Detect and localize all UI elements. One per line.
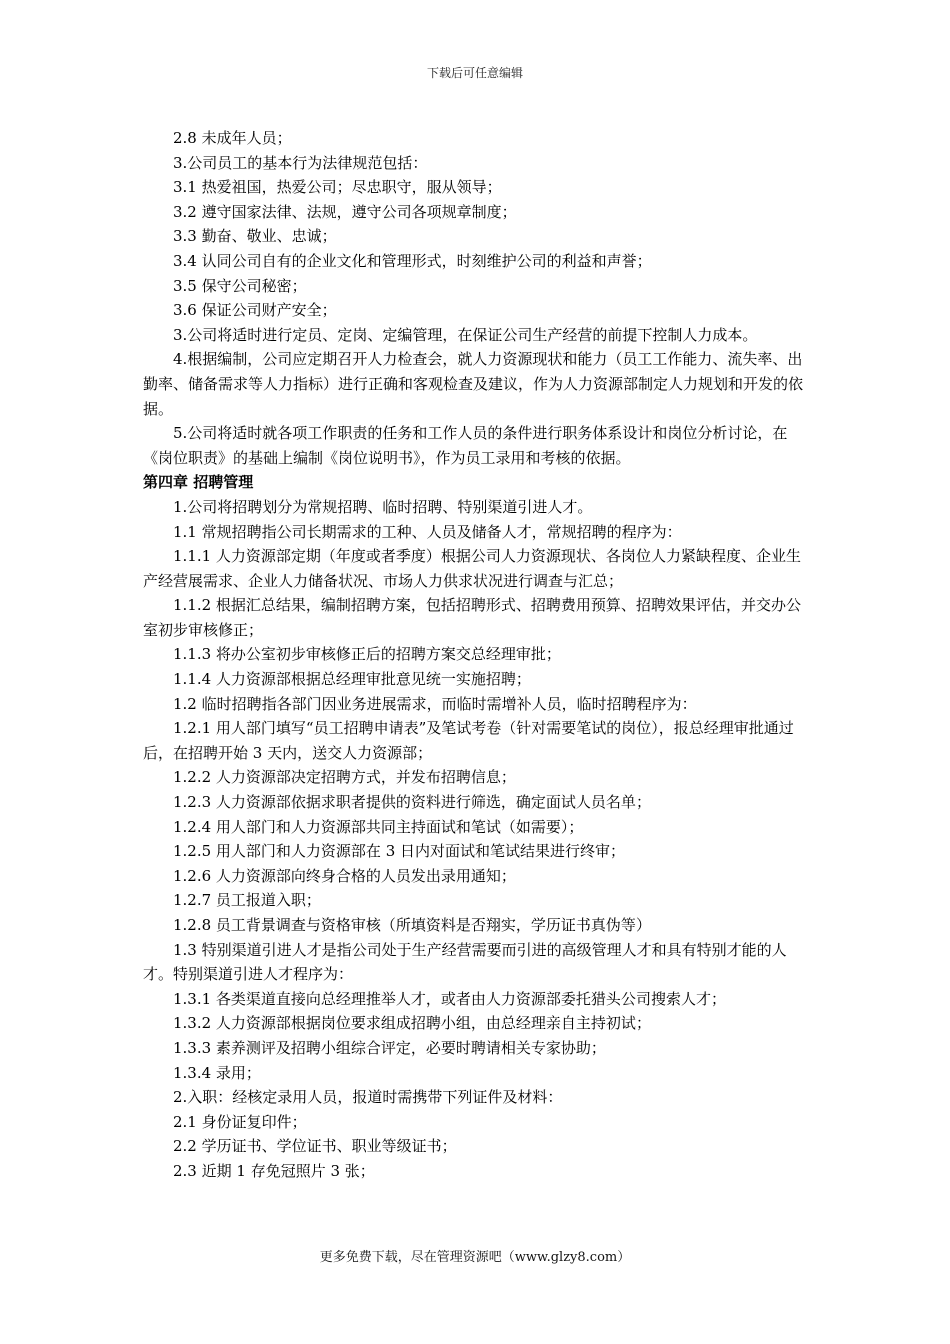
- body-paragraph: 2.2 学历证书、学位证书、职业等级证书；: [173, 1137, 457, 1156]
- body-paragraph: 1.1.2 根据汇总结果，编制招聘方案，包括招聘形式、招聘费用预算、招聘效果评估，并交办公室初步审核修正；: [143, 596, 801, 639]
- body-paragraph: 1.2.4 用人部门和人力资源部共同主持面试和笔试（如需要）；: [173, 817, 584, 836]
- page-footer: 更多免费下载，尽在管理资源吧（www.glzy8.com）: [319, 1250, 631, 1265]
- body-paragraph: 1.3.3 素养测评及招聘小组综合评定，必要时聘请相关专家协助；: [173, 1038, 606, 1057]
- section-heading: 第四章 招聘管理: [143, 473, 254, 492]
- body-paragraph: 3.6 保证公司财产安全；: [173, 301, 337, 320]
- body-paragraph: 2.3 近期 1 存免冠照片 3 张；: [173, 1161, 375, 1180]
- body-paragraph: 1.2.6 人力资源部向终身合格的人员发出录用通知；: [173, 866, 516, 885]
- body-paragraph: 1.3.2 人力资源部根据岗位要求组成招聘小组，由总经理亲自主持初试；: [173, 1014, 651, 1033]
- body-paragraph: 1.3.4 录用；: [173, 1063, 261, 1082]
- body-paragraph: 3.5 保守公司秘密；: [173, 276, 307, 295]
- body-paragraph: 3.4 认同公司自有的企业文化和管理形式，时刻维护公司的利益和声誉；: [173, 251, 652, 270]
- body-paragraph: 1.2.5 用人部门和人力资源部在 3 日内对面试和笔试结果进行终审；: [173, 842, 626, 861]
- body-paragraph: 5.公司将适时就各项工作职责的任务和工作人员的条件进行职务体系设计和岗位分析讨论，在《岗位职责》的基础上编制《岗位说明书》，作为员工录用和考核的依据。: [143, 424, 788, 467]
- body-paragraph: 1.2.8 员工背景调查与资格审核（所填资料是否翔实，学历证书真伪等）: [173, 916, 651, 934]
- body-paragraph: 3.2 遵守国家法律、法规，遵守公司各项规章制度；: [173, 202, 517, 221]
- body-paragraph: 1.公司将招聘划分为常规招聘、临时招聘、特别渠道引进人才。: [173, 497, 593, 516]
- body-paragraph: 2.1 身份证复印件；: [173, 1112, 307, 1131]
- body-paragraph: 3.3 勤奋、敬业、忠诚；: [173, 227, 337, 246]
- body-paragraph: 3.1 热爱祖国，热爱公司；尽忠职守，服从领导；: [173, 178, 502, 197]
- body-paragraph: 1.1 常规招聘指公司长期需求的工种、人员及储备人才，常规招聘的程序为：: [173, 522, 682, 541]
- body-paragraph: 1.2.3 人力资源部依据求职者提供的资料进行筛选，确定面试人员名单；: [173, 793, 651, 812]
- page-header: 下载后可任意编辑: [426, 66, 523, 80]
- body-paragraph: 1.1.3 将办公室初步审核修正后的招聘方案交总经理审批；: [173, 645, 561, 664]
- document-body: [143, 126, 808, 1184]
- body-paragraph: 3.公司员工的基本行为法律规范包括：: [173, 153, 428, 172]
- body-paragraph: 1.3 特别渠道引进人才是指公司处于生产经营需要而引进的高级管理人才和具有特别才能的人才。特别渠道引进人才程序为：: [143, 940, 787, 984]
- body-paragraph: 1.2.7 员工报道入职；: [173, 891, 321, 910]
- body-paragraph: 2.入职：经核定录用人员，报道时需携带下列证件及材料：: [173, 1088, 563, 1107]
- body-paragraph: 1.1.4 人力资源部根据总经理审批意见统一实施招聘；: [173, 670, 531, 689]
- body-paragraph: 1.3.1 各类渠道直接向总经理推举人才，或者由人力资源部委托猎头公司搜索人才；: [173, 989, 726, 1008]
- body-paragraph: 4.根据编制，公司应定期召开人力检查会，就人力资源现状和能力（员工工作能力、流失率、出勤率、储备需求等人力指标）进行正确和客观检查及建议，作为人力资源部制定人力规划和开发的依据。: [143, 350, 804, 418]
- body-paragraph: 2.8 未成年人员；: [173, 129, 292, 147]
- body-paragraph: 1.2.2 人力资源部决定招聘方式，并发布招聘信息；: [173, 768, 516, 787]
- body-paragraph: 3.公司将适时进行定员、定岗、定编管理，在保证公司生产经营的前提下控制人力成本。: [173, 325, 758, 344]
- body-paragraph: 1.1.1 人力资源部定期（年度或者季度）根据公司人力资源现状、各岗位人力紧缺程度、企业生产经营展需求、企业人力储备状况、市场人力供求状况进行调查与汇总；: [143, 547, 801, 590]
- body-paragraph: 1.2.1 用人部门填写“员工招聘申请表”及笔试考卷（针对需要笔试的岗位），报总经理审批通过后，在招聘开始 3 天内，送交人力资源部；: [143, 719, 794, 762]
- body-paragraph: 1.2 临时招聘指各部门因业务进展需求，而临时需增补人员，临时招聘程序为：: [173, 694, 697, 713]
